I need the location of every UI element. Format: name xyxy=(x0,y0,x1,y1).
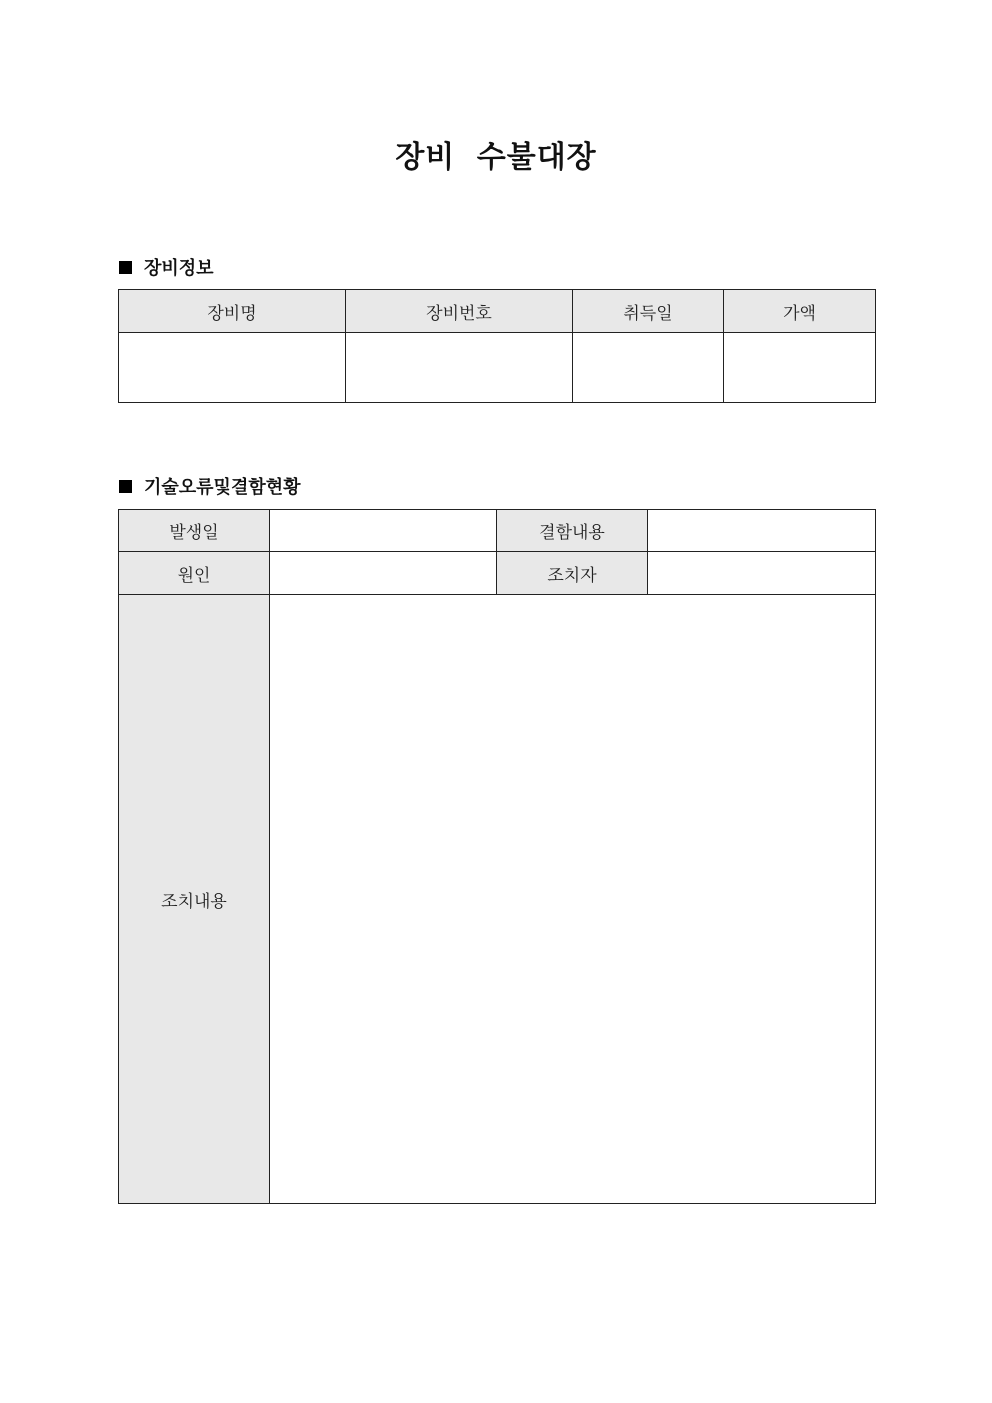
cause-field[interactable] xyxy=(270,552,497,595)
acquisition-date-field[interactable] xyxy=(573,333,724,403)
defect-content-field[interactable] xyxy=(648,510,876,552)
handler-field[interactable] xyxy=(648,552,876,595)
equipment-name-header: 장비명 xyxy=(119,290,346,333)
equipment-name-field[interactable] xyxy=(119,333,346,403)
equipment-number-header: 장비번호 xyxy=(346,290,573,333)
equipment-info-value-row xyxy=(119,333,876,403)
defect-content-label: 결함내용 xyxy=(497,510,648,552)
defect-status-table xyxy=(118,509,876,1204)
occurrence-date-label: 발생일 xyxy=(119,510,270,552)
square-bullet-icon xyxy=(119,261,132,274)
defect-row-3 xyxy=(119,595,876,1204)
price-header: 가액 xyxy=(724,290,876,333)
acquisition-date-header: 취득일 xyxy=(573,290,724,333)
equipment-info-heading xyxy=(119,254,214,280)
action-content-field[interactable] xyxy=(270,595,876,1204)
defect-status-heading xyxy=(119,473,301,499)
equipment-number-field[interactable] xyxy=(346,333,573,403)
page-title: 장비 수불대장 xyxy=(395,140,597,175)
handler-label: 조치자 xyxy=(497,552,648,595)
defect-status-heading-label: 기술오류및결함현황 xyxy=(144,477,301,498)
occurrence-date-field[interactable] xyxy=(270,510,497,552)
equipment-info-heading-label: 장비정보 xyxy=(144,258,214,279)
equipment-info-header-row xyxy=(119,290,876,333)
action-content-label: 조치내용 xyxy=(119,595,270,1204)
defect-row-1 xyxy=(119,510,876,552)
defect-row-2 xyxy=(119,552,876,595)
equipment-info-table xyxy=(118,289,876,403)
price-field[interactable] xyxy=(724,333,876,403)
square-bullet-icon xyxy=(119,480,132,493)
cause-label: 원인 xyxy=(119,552,270,595)
